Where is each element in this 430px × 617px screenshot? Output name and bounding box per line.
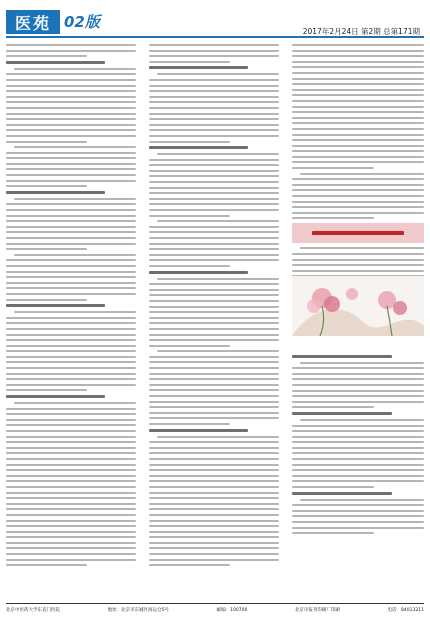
page-edition: 02版 [64, 13, 100, 31]
footer-address: 地址：北京市东城区海运仓5号 [107, 608, 169, 613]
footer-postcode: 邮编：100700 [216, 608, 248, 613]
subheading [149, 429, 248, 432]
subheading [6, 395, 105, 398]
newspaper-title: 医苑 [6, 10, 60, 34]
subheading [6, 61, 105, 64]
subheading [6, 304, 105, 307]
decorative-flower-image [292, 276, 424, 336]
footer-phone: 电话：84013211 [387, 608, 424, 613]
subheading [292, 355, 392, 358]
page-footer [6, 603, 424, 616]
column-left [6, 44, 136, 600]
subheading [292, 492, 392, 495]
footer-printer: 北京市报刊印刷厂印刷 [294, 608, 340, 613]
masthead-rule [6, 36, 424, 38]
subheading [6, 191, 105, 194]
subheading [149, 66, 248, 69]
footer-publisher: 北京中医药大学东直门医院 [6, 608, 60, 613]
subheading [149, 271, 248, 274]
column-middle [149, 44, 279, 600]
article-columns [6, 44, 424, 600]
subheading [149, 146, 248, 149]
issue-dateline: 2017年2月24日 第2期 总第171期 [302, 27, 420, 36]
subheading [292, 412, 392, 415]
masthead [6, 4, 424, 44]
section-heading-box [292, 223, 424, 243]
